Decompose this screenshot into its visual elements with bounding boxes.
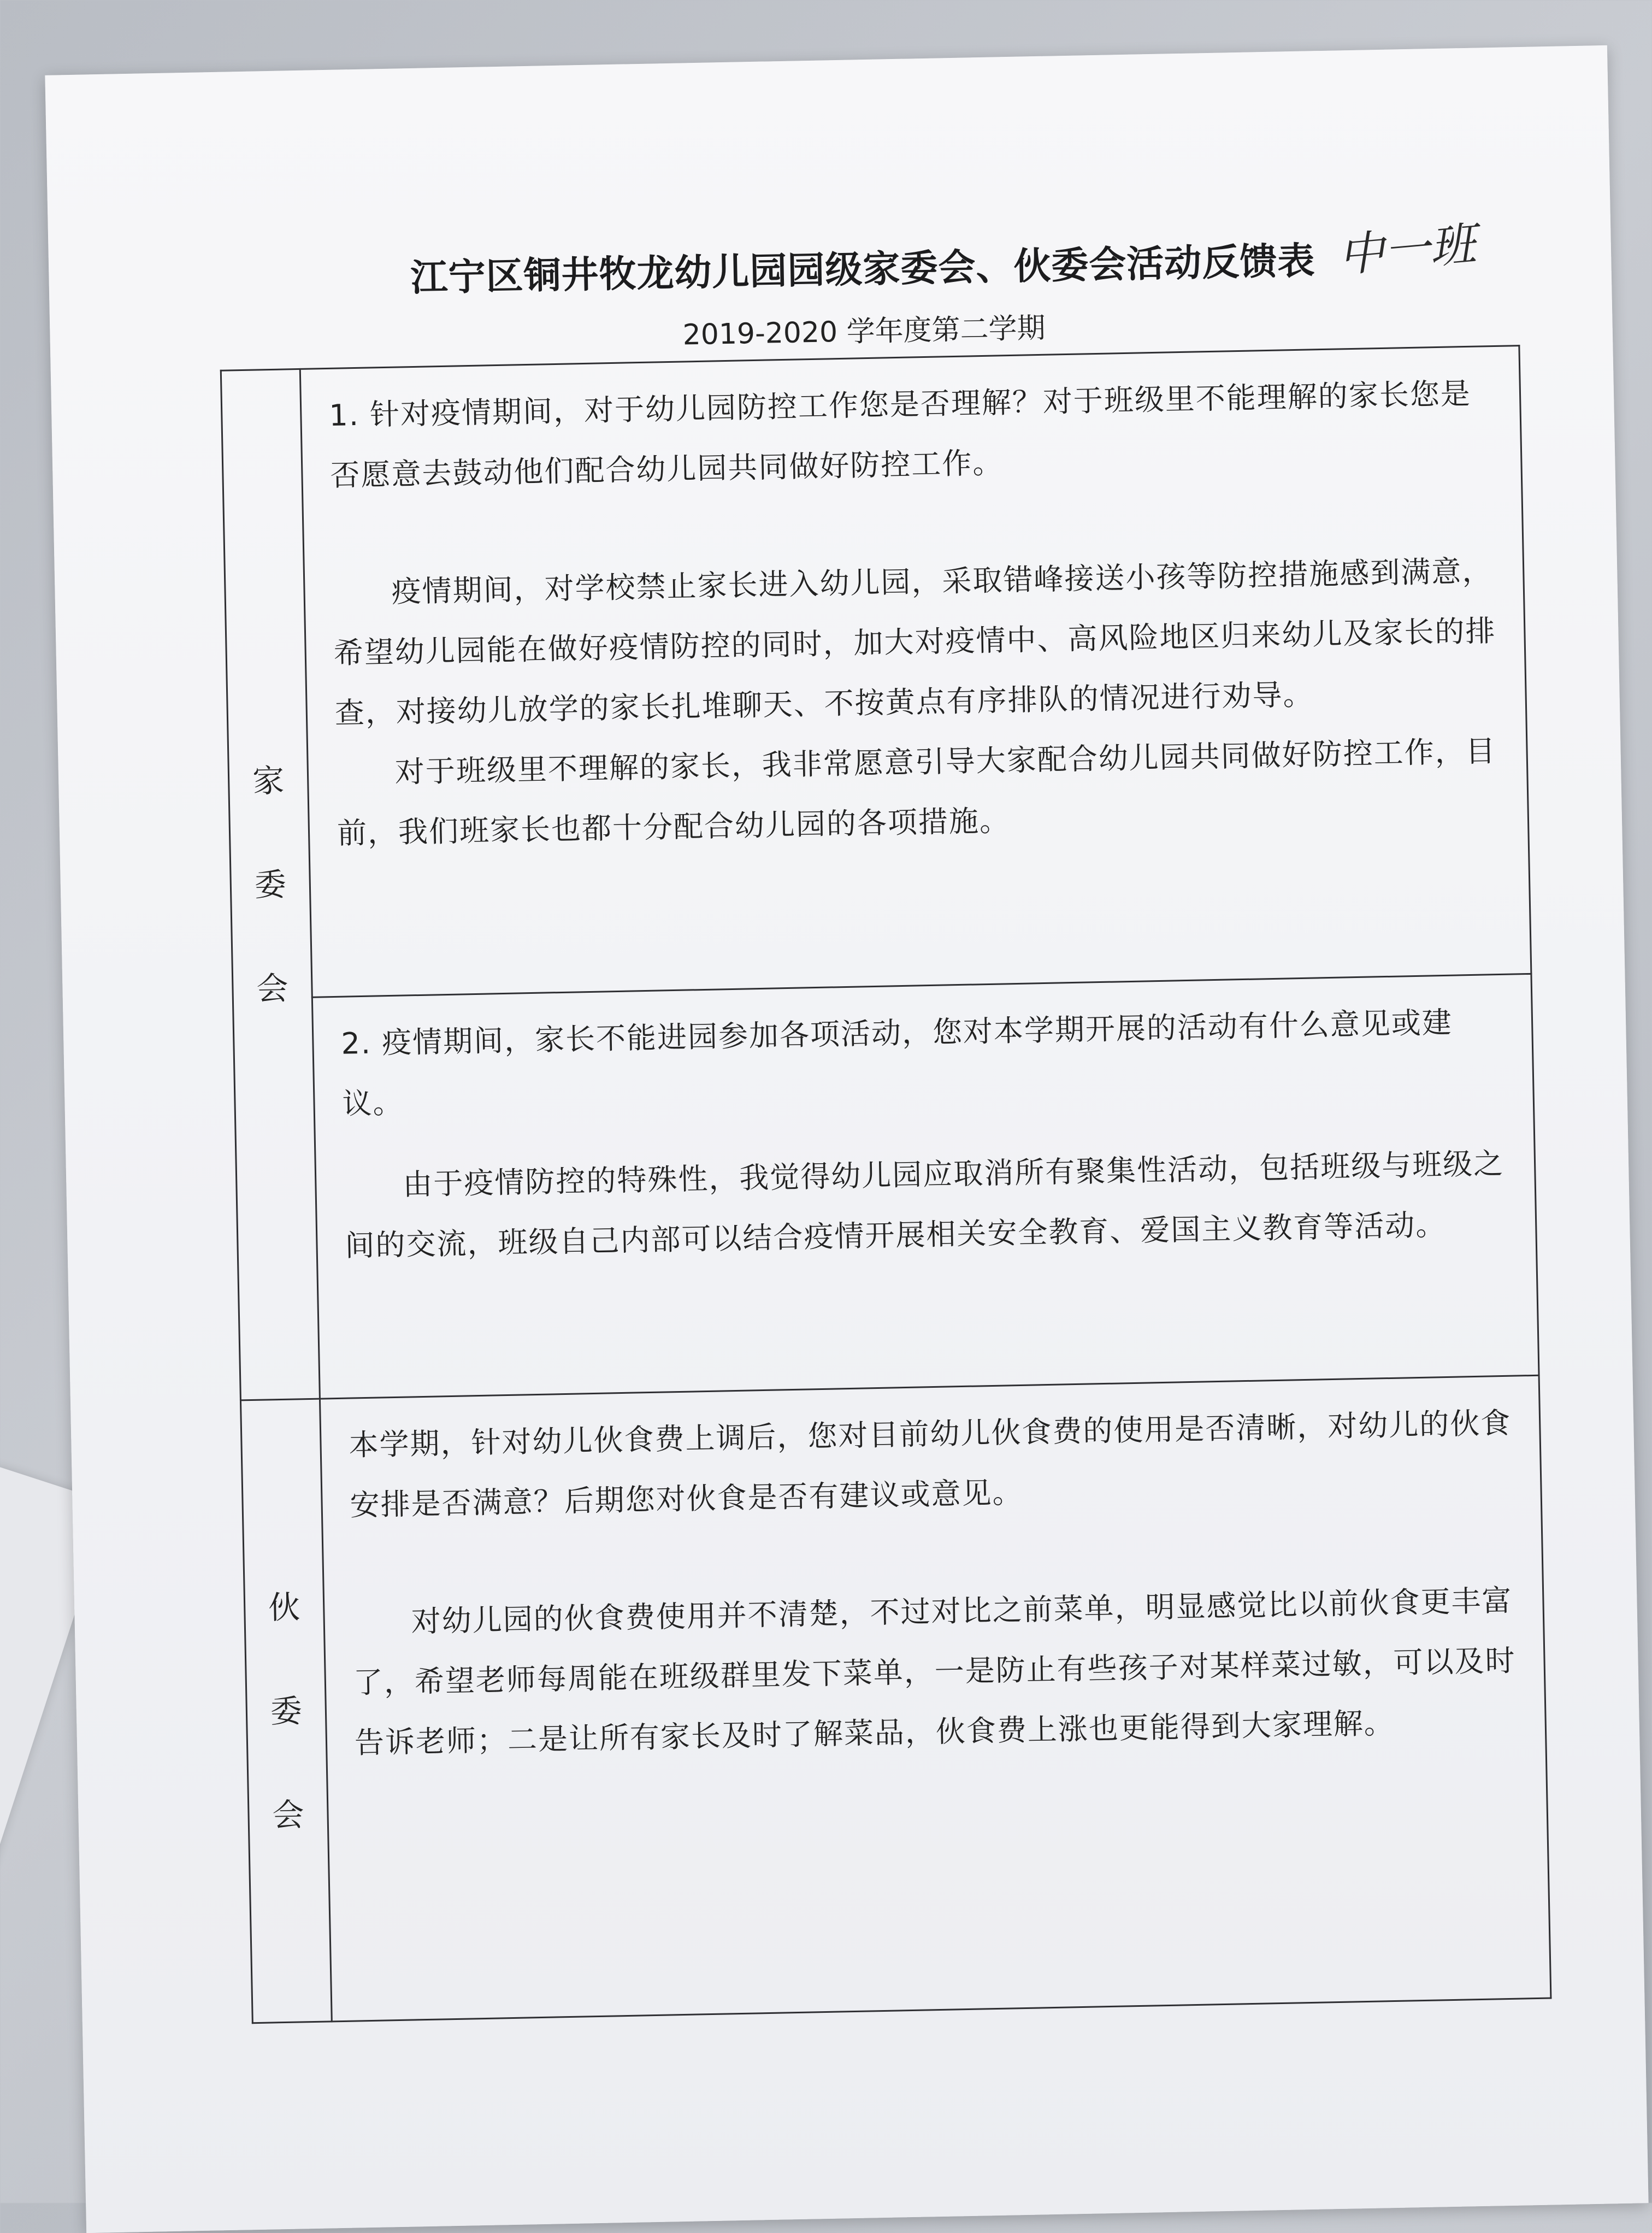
question-3-text: 本学期，针对幼儿伙食费上调后，您对目前幼儿伙食费的使用是否清晰，对幼儿的伙食安排是否满意？后期您对伙食是否有建议或意见。 xyxy=(348,1405,1512,1523)
parent-committee-q2-cell xyxy=(312,974,1539,1399)
feedback-table xyxy=(220,345,1552,2024)
feedback-form-paper xyxy=(45,45,1648,2233)
question-2-text: 2. 疫情期间，家长不能进园参加各项活动，您对本学期开展的活动有什么意见或建议。 xyxy=(340,1005,1453,1121)
table-row xyxy=(240,1375,1550,2023)
handwritten-class-note: 中一班 xyxy=(1336,216,1478,283)
answer-1-paragraph-2: 对于班级里不理解的家长，我非常愿意引导大家配合幼儿园共同做好防控工作，目前，我们班家长也都十分配合幼儿园的各项措施。 xyxy=(337,734,1497,851)
table-row xyxy=(221,346,1531,999)
label-char: 伙 xyxy=(268,1588,300,1626)
parent-committee-q1-cell xyxy=(300,346,1531,998)
form-subtitle: 2019-2020 学年度第二学期 xyxy=(682,311,1046,352)
food-committee-q1-cell xyxy=(320,1375,1550,2022)
label-char: 会 xyxy=(256,969,289,1007)
answer-2-text: 由于疫情防控的特殊性，我觉得幼儿园应取消所有聚集性活动，包括班级与班级之间的交流，班级自己内部可以结合疫情开展相关安全教育、爱国主义教育等活动。 xyxy=(344,1146,1504,1263)
answer-1-paragraph-1: 疫情期间，对学校禁止家长进入幼儿园，采取错峰接送小孩等防控措施感到满意，希望幼儿园能在做好疫情防控的同时，加大对疫情中、高风险地区归来幼儿及家长的排查，对接幼儿放学的家长扎堆聊天、不按黄点有序排队的情况进行劝导。 xyxy=(333,553,1496,730)
question-1-text: 1. 针对疫情期间，对于幼儿园防控工作您是否理解？对于班级里不能理解的家长您是否愿意去鼓动他们配合幼儿园共同做好防控工作。 xyxy=(328,376,1472,493)
label-char: 家 xyxy=(252,762,285,800)
food-committee-label xyxy=(240,1399,332,2023)
table-row xyxy=(233,974,1539,1400)
label-char: 会 xyxy=(272,1795,305,1834)
form-title: 江宁区铜井牧龙幼儿园园级家委会、伙委会活动反馈表 xyxy=(410,239,1316,301)
label-char: 委 xyxy=(270,1692,303,1730)
answer-3-text: 对幼儿园的伙食费使用并不清楚，不过对比之前菜单，明显感觉比以前伙食更丰富了，希望老师每周能在班级群里发下菜单，一是防止有些孩子对某样菜过敏，可以及时告诉老师；二是让所有家长及时了解菜品，伙食费上涨也更能得到大家理解。 xyxy=(353,1583,1517,1760)
label-char: 委 xyxy=(254,865,287,904)
